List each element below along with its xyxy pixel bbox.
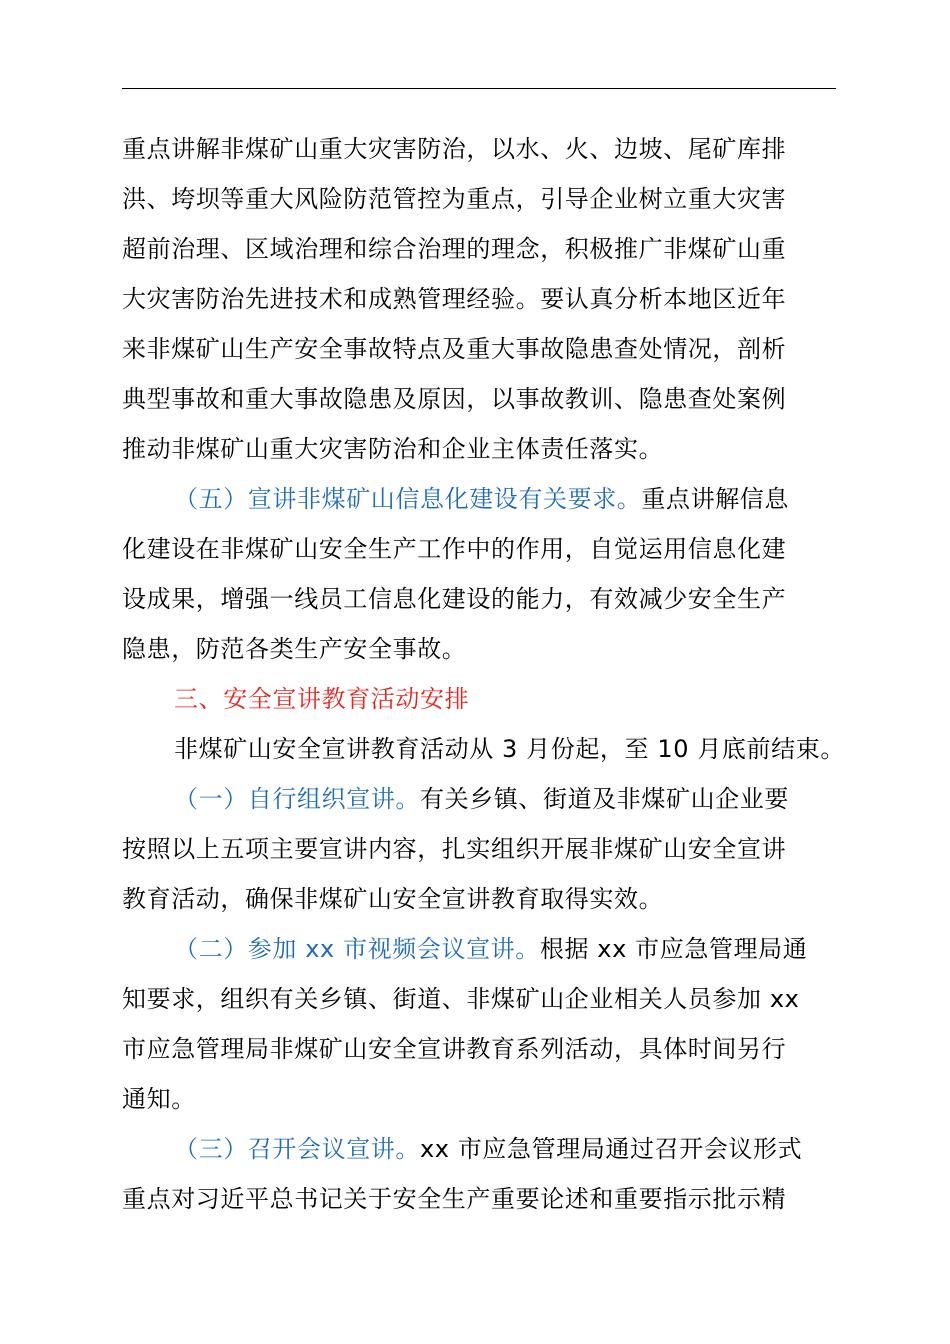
text-line: 超前治理、区域治理和综合治理的理念，积极推广非煤矿山重 [122,235,787,263]
subheading-one: （一）自行组织宣讲。 [174,785,420,813]
schedule-sentence: 非煤矿山安全宣讲教育活动从 3 月份起，至 10 月底前结束。 [174,735,845,763]
text-run: 重点讲解信息 [641,485,790,513]
text-line: 化建设在非煤矿山安全生产工作中的作用，自觉运用信息化建 [122,535,787,563]
text-line: 设成果，增强一线员工信息化建设的能力，有效减少安全生产 [122,585,787,613]
section-title-three: 三、安全宣讲教育活动安排 [174,685,470,713]
text-line: 推动非煤矿山重大灾害防治和企业主体责任落实。 [122,435,664,463]
paragraph-disaster-prevention [122,124,836,474]
text-line: 来非煤矿山生产安全事故特点及重大事故隐患查处情况，剖析 [122,335,787,363]
paragraph-first-line [122,474,836,524]
subheading-two: （二）参加 xx 市视频会议宣讲。 [174,935,540,963]
header-rule [122,88,836,89]
paragraph-item-two [122,924,836,1124]
text-line: 典型事故和重大事故隐患及原因，以事故教训、隐患查处案例 [122,385,787,413]
paragraph-first-line [122,774,836,824]
text-line: 市应急管理局非煤矿山安全宣讲教育系列活动，具体时间另行 [122,1035,787,1063]
text-line: 重点对习近平总书记关于安全生产重要论述和重要指示批示精 [122,1185,787,1213]
document-body [122,124,845,1224]
text-run: xx 市应急管理局通过召开会议形式 [420,1135,803,1163]
subheading-three: （三）召开会议宣讲。 [174,1135,420,1163]
text-line: 通知。 [122,1085,196,1113]
paragraph-item-one [122,774,836,924]
subheading-five: （五）宣讲非煤矿山信息化建设有关要求。 [174,485,642,513]
text-line: 教育活动，确保非煤矿山安全宣讲教育取得实效。 [122,885,664,913]
paragraph-first-line [122,1124,836,1174]
paragraph-item-five [122,474,836,674]
text-line: 洪、垮坝等重大风险防范管控为重点，引导企业树立重大灾害 [122,185,787,213]
paragraph-item-three [122,1124,836,1224]
text-run: 有关乡镇、街道及非煤矿山企业要 [420,785,789,813]
text-run: 根据 xx 市应急管理局通 [539,935,808,963]
text-line: 大灾害防治先进技术和成熟管理经验。要认真分析本地区近年 [122,285,787,313]
text-line: 重点讲解非煤矿山重大灾害防治，以水、火、边坡、尾矿库排 [122,135,787,163]
text-line: 隐患，防范各类生产安全事故。 [122,635,467,663]
text-line: 按照以上五项主要宣讲内容，扎实组织开展非煤矿山安全宣讲 [122,835,787,863]
text-line: 知要求，组织有关乡镇、街道、非煤矿山企业相关人员参加 xx [122,985,800,1013]
paragraph-first-line [122,924,836,974]
